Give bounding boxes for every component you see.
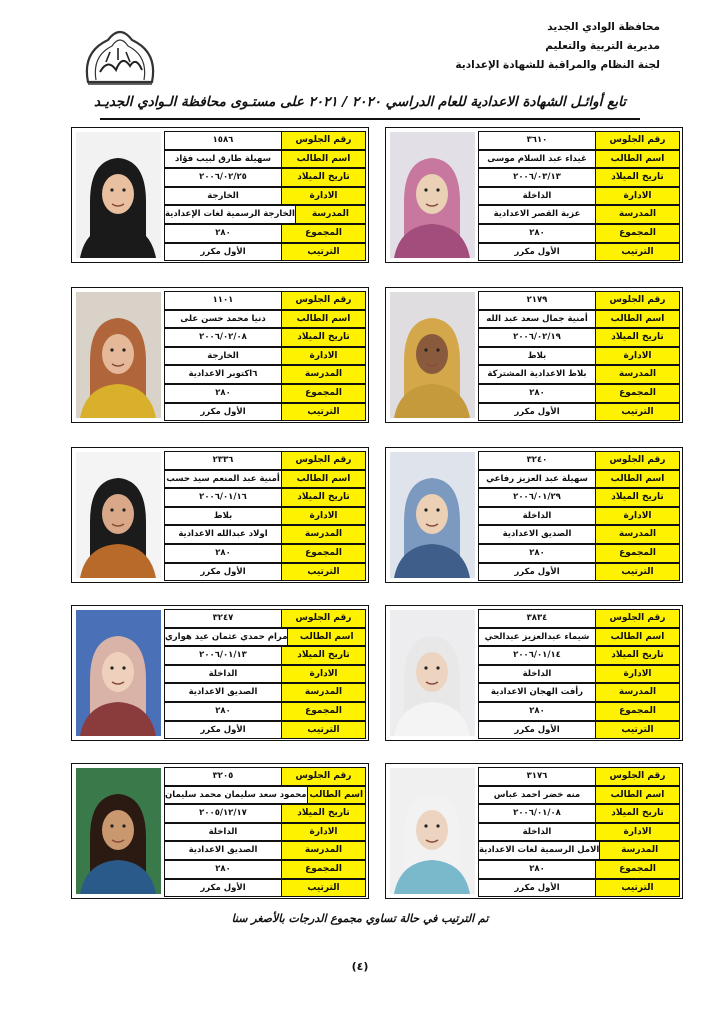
- row-dob: [478, 646, 680, 665]
- row-total: [478, 860, 680, 879]
- row-name: [478, 470, 680, 489]
- row-total: [164, 224, 366, 243]
- seat-value: ٢١٧٩: [478, 291, 595, 310]
- student-card-9: [385, 763, 683, 899]
- seat-label: رقم الجلوس: [281, 131, 366, 150]
- row-admin: [164, 823, 366, 842]
- certificate-logo-icon: [78, 22, 162, 92]
- student-photo: [76, 610, 161, 736]
- dob-value: ٢٠٠٦/٠١/١٣: [164, 646, 281, 665]
- dob-label: تاريخ الميلاد: [281, 488, 366, 507]
- dob-label: تاريخ الميلاد: [595, 804, 680, 823]
- student-card-6: [71, 447, 369, 583]
- school-label: المدرسة: [281, 525, 366, 544]
- total-label: المجموع: [281, 544, 366, 563]
- row-seat: [164, 609, 366, 628]
- admin-value: بلاط: [164, 507, 281, 526]
- total-value: ٢٨٠: [164, 702, 281, 721]
- rank-label: الترتيب: [595, 563, 680, 582]
- name-value: أمنية عبد المنعم سيد حسب: [164, 470, 281, 489]
- rank-label: الترتيب: [281, 563, 366, 582]
- dob-value: ٢٠٠٦/٠١/٢٩: [478, 488, 595, 507]
- row-seat: [478, 291, 680, 310]
- row-total: [478, 384, 680, 403]
- student-photo: [76, 292, 161, 418]
- row-rank: [164, 721, 366, 740]
- admin-value: الداخلة: [164, 823, 281, 842]
- seat-value: ١٥٨٦: [164, 131, 281, 150]
- student-card-5: [385, 447, 683, 583]
- name-label: اسم الطالب: [595, 310, 680, 329]
- total-value: ٢٨٠: [478, 384, 595, 403]
- seat-value: ٣٢٤٧: [164, 609, 281, 628]
- admin-label: الادارة: [281, 823, 366, 842]
- total-value: ٢٨٠: [478, 224, 595, 243]
- row-dob: [478, 328, 680, 347]
- dob-value: ٢٠٠٥/١٢/١٧: [164, 804, 281, 823]
- admin-label: الادارة: [595, 507, 680, 526]
- admin-value: الداخلة: [478, 187, 595, 206]
- school-label: المدرسة: [599, 841, 680, 860]
- dob-value: ٢٠٠٦/٠٣/١٣: [478, 168, 595, 187]
- total-label: المجموع: [281, 224, 366, 243]
- header-committee: لجنة النظام والمراقبة للشهادة الإعدادية: [455, 59, 660, 71]
- row-rank: [164, 563, 366, 582]
- student-card-7: [385, 605, 683, 741]
- row-name: [478, 150, 680, 169]
- name-label: اسم الطالب: [281, 310, 366, 329]
- seat-label: رقم الجلوس: [595, 291, 680, 310]
- row-admin: [164, 665, 366, 684]
- row-school: [164, 205, 366, 224]
- seat-value: ٣١٧٦: [478, 767, 595, 786]
- row-dob: [478, 804, 680, 823]
- name-value: دنيا محمد حسن على: [164, 310, 281, 329]
- student-photo: [76, 768, 161, 894]
- rank-label: الترتيب: [281, 403, 366, 422]
- rank-value: الأول مكرر: [164, 563, 281, 582]
- rank-label: الترتيب: [595, 243, 680, 262]
- total-label: المجموع: [281, 384, 366, 403]
- row-name: [478, 310, 680, 329]
- school-value: بلاط الاعدادية المشتركة: [478, 365, 595, 384]
- seat-value: ٢٣٣٦: [164, 451, 281, 470]
- dob-label: تاريخ الميلاد: [281, 804, 366, 823]
- dob-value: ٢٠٠٦/٠٢/٢٥: [164, 168, 281, 187]
- total-label: المجموع: [595, 544, 680, 563]
- dob-label: تاريخ الميلاد: [595, 646, 680, 665]
- row-school: [164, 525, 366, 544]
- total-value: ٢٨٠: [164, 384, 281, 403]
- row-admin: [164, 347, 366, 366]
- name-label: اسم الطالب: [595, 628, 680, 647]
- row-dob: [478, 488, 680, 507]
- seat-label: رقم الجلوس: [281, 291, 366, 310]
- rank-value: الأول مكرر: [164, 403, 281, 422]
- row-school: [478, 841, 680, 860]
- total-value: ٢٨٠: [164, 860, 281, 879]
- dob-label: تاريخ الميلاد: [595, 328, 680, 347]
- seat-value: ١١٠١: [164, 291, 281, 310]
- header-block: [400, 18, 660, 75]
- student-card-2: [71, 127, 369, 263]
- row-seat: [478, 609, 680, 628]
- admin-value: الداخلة: [478, 507, 595, 526]
- school-label: المدرسة: [595, 365, 680, 384]
- row-seat: [164, 767, 366, 786]
- row-rank: [478, 403, 680, 422]
- total-label: المجموع: [281, 702, 366, 721]
- school-value: ٦اكتوبر الاعدادية: [164, 365, 281, 384]
- name-value: سهيلة عبد العزيز رفاعي: [478, 470, 595, 489]
- school-label: المدرسة: [295, 205, 366, 224]
- student-card-1: [385, 127, 683, 263]
- name-value: غيداء عبد السلام موسى: [478, 150, 595, 169]
- name-value: شيماء عبدالعزيز عبدالحي: [478, 628, 595, 647]
- row-total: [164, 702, 366, 721]
- seat-value: ٣٦١٠: [478, 131, 595, 150]
- row-admin: [478, 187, 680, 206]
- student-photo: [390, 768, 475, 894]
- row-seat: [164, 451, 366, 470]
- student-photo: [76, 132, 161, 258]
- row-total: [478, 702, 680, 721]
- rank-value: الأول مكرر: [164, 879, 281, 898]
- name-label: اسم الطالب: [281, 150, 366, 169]
- school-value: الصديق الاعدادية: [164, 683, 281, 702]
- total-value: ٢٨٠: [478, 702, 595, 721]
- row-name: [478, 786, 680, 805]
- ranking-note: تم الترتيب في حالة تساوي مجموع الدرجات بالأصغر سنا: [231, 912, 489, 925]
- school-value: الخارجة الرسمية لغات الإعدادية: [164, 205, 295, 224]
- dob-value: ٢٠٠٦/٠١/١٦: [164, 488, 281, 507]
- admin-value: بلاط: [478, 347, 595, 366]
- page-title: تابع أوائـل الشهادة الاعدادية للعام الدراسي ٢٠٢٠ / ٢٠٢١ على مستـوى محافظة الـوادي الجديـد: [94, 94, 626, 110]
- seat-value: ٣٢٤٠: [478, 451, 595, 470]
- school-label: المدرسة: [595, 683, 680, 702]
- total-label: المجموع: [595, 860, 680, 879]
- student-card-8: [71, 605, 369, 741]
- admin-value: الداخلة: [478, 665, 595, 684]
- name-value: أمنية جمال سعد عبد الله: [478, 310, 595, 329]
- admin-label: الادارة: [595, 347, 680, 366]
- student-photo: [390, 452, 475, 578]
- rank-value: الأول مكرر: [478, 243, 595, 262]
- row-total: [164, 384, 366, 403]
- row-school: [164, 365, 366, 384]
- row-rank: [164, 403, 366, 422]
- admin-label: الادارة: [595, 823, 680, 842]
- school-label: المدرسة: [595, 205, 680, 224]
- student-photo: [390, 610, 475, 736]
- row-school: [478, 525, 680, 544]
- school-label: المدرسة: [281, 683, 366, 702]
- rank-label: الترتيب: [595, 879, 680, 898]
- total-value: ٢٨٠: [164, 544, 281, 563]
- rank-value: الأول مكرر: [478, 563, 595, 582]
- row-rank: [478, 721, 680, 740]
- rank-label: الترتيب: [595, 403, 680, 422]
- row-name: [164, 628, 366, 647]
- total-label: المجموع: [595, 384, 680, 403]
- row-name: [164, 470, 366, 489]
- name-value: سهيلة طارق لبيب فؤاد: [164, 150, 281, 169]
- seat-label: رقم الجلوس: [281, 767, 366, 786]
- admin-value: الداخلة: [164, 665, 281, 684]
- row-name: [164, 310, 366, 329]
- seat-label: رقم الجلوس: [281, 609, 366, 628]
- school-label: المدرسة: [595, 525, 680, 544]
- row-total: [478, 224, 680, 243]
- row-admin: [478, 507, 680, 526]
- total-value: ٢٨٠: [164, 224, 281, 243]
- total-label: المجموع: [595, 224, 680, 243]
- dob-value: ٢٠٠٦/٠٢/١٩: [478, 328, 595, 347]
- name-label: اسم الطالب: [287, 628, 366, 647]
- seat-label: رقم الجلوس: [595, 131, 680, 150]
- student-photo: [390, 292, 475, 418]
- title-underline: [100, 118, 640, 120]
- admin-label: الادارة: [281, 187, 366, 206]
- row-total: [478, 544, 680, 563]
- admin-label: الادارة: [281, 507, 366, 526]
- row-rank: [478, 879, 680, 898]
- row-name: [164, 786, 366, 805]
- name-value: مرام حمدي عثمان عيد هواري: [164, 628, 287, 647]
- rank-value: الأول مكرر: [164, 721, 281, 740]
- row-total: [164, 860, 366, 879]
- row-admin: [478, 665, 680, 684]
- header-directorate: مديرية التربية والتعليم: [545, 40, 660, 52]
- dob-label: تاريخ الميلاد: [595, 488, 680, 507]
- student-photo: [390, 132, 475, 258]
- rank-value: الأول مكرر: [478, 879, 595, 898]
- rank-label: الترتيب: [281, 243, 366, 262]
- dob-label: تاريخ الميلاد: [281, 646, 366, 665]
- dob-value: ٢٠٠٦/٠٢/٠٨: [164, 328, 281, 347]
- header-governorate: محافظة الوادي الجديد: [547, 21, 660, 33]
- admin-label: الادارة: [281, 347, 366, 366]
- rank-value: الأول مكرر: [478, 721, 595, 740]
- row-school: [478, 683, 680, 702]
- seat-value: ٣٢٠٥: [164, 767, 281, 786]
- student-card-3: [385, 287, 683, 423]
- dob-label: تاريخ الميلاد: [281, 328, 366, 347]
- row-seat: [478, 131, 680, 150]
- admin-value: الخارجة: [164, 187, 281, 206]
- rank-label: الترتيب: [281, 721, 366, 740]
- rank-label: الترتيب: [281, 879, 366, 898]
- admin-value: الداخلة: [478, 823, 595, 842]
- page-number: (٤): [351, 960, 369, 973]
- school-value: اولاد عبدالله الاعدادية: [164, 525, 281, 544]
- row-school: [478, 205, 680, 224]
- name-label: اسم الطالب: [595, 150, 680, 169]
- seat-label: رقم الجلوس: [595, 767, 680, 786]
- admin-label: الادارة: [595, 665, 680, 684]
- row-admin: [478, 823, 680, 842]
- total-value: ٢٨٠: [478, 860, 595, 879]
- name-value: منه خضر احمد عباس: [478, 786, 595, 805]
- total-label: المجموع: [281, 860, 366, 879]
- school-label: المدرسة: [281, 365, 366, 384]
- seat-label: رقم الجلوس: [281, 451, 366, 470]
- seat-label: رقم الجلوس: [595, 451, 680, 470]
- school-value: الصديق الاعدادية: [478, 525, 595, 544]
- dob-label: تاريخ الميلاد: [595, 168, 680, 187]
- row-seat: [164, 131, 366, 150]
- row-admin: [478, 347, 680, 366]
- row-rank: [478, 243, 680, 262]
- dob-value: ٢٠٠٦/٠١/١٤: [478, 646, 595, 665]
- school-label: المدرسة: [281, 841, 366, 860]
- row-dob: [164, 804, 366, 823]
- row-total: [164, 544, 366, 563]
- row-name: [164, 150, 366, 169]
- row-rank: [164, 879, 366, 898]
- row-name: [478, 628, 680, 647]
- seat-label: رقم الجلوس: [595, 609, 680, 628]
- row-dob: [164, 328, 366, 347]
- row-school: [164, 683, 366, 702]
- student-card-4: [71, 287, 369, 423]
- row-admin: [164, 507, 366, 526]
- admin-value: الخارجة: [164, 347, 281, 366]
- row-dob: [164, 168, 366, 187]
- name-label: اسم الطالب: [595, 786, 680, 805]
- school-value: الصديق الاعدادية: [164, 841, 281, 860]
- row-admin: [164, 187, 366, 206]
- dob-label: تاريخ الميلاد: [281, 168, 366, 187]
- name-label: اسم الطالب: [281, 470, 366, 489]
- total-value: ٢٨٠: [478, 544, 595, 563]
- row-rank: [478, 563, 680, 582]
- name-label: اسم الطالب: [595, 470, 680, 489]
- name-value: محمود سعد سليمان محمد سليمان: [164, 786, 307, 805]
- row-dob: [164, 488, 366, 507]
- school-value: رأفت الهجان الاعدادية: [478, 683, 595, 702]
- rank-value: الأول مكرر: [478, 403, 595, 422]
- row-seat: [478, 767, 680, 786]
- rank-value: الأول مكرر: [164, 243, 281, 262]
- row-school: [478, 365, 680, 384]
- row-school: [164, 841, 366, 860]
- admin-label: الادارة: [281, 665, 366, 684]
- student-card-10: [71, 763, 369, 899]
- row-dob: [478, 168, 680, 187]
- row-dob: [164, 646, 366, 665]
- total-label: المجموع: [595, 702, 680, 721]
- dob-value: ٢٠٠٦/٠١/٠٨: [478, 804, 595, 823]
- rank-label: الترتيب: [595, 721, 680, 740]
- school-value: عزبة القصر الاعدادية: [478, 205, 595, 224]
- admin-label: الادارة: [595, 187, 680, 206]
- row-seat: [478, 451, 680, 470]
- student-photo: [76, 452, 161, 578]
- row-seat: [164, 291, 366, 310]
- school-value: الامل الرسمية لغات الاعدادية: [478, 841, 599, 860]
- seat-value: ٣٨٣٤: [478, 609, 595, 628]
- name-label: اسم الطالب: [307, 786, 366, 805]
- row-rank: [164, 243, 366, 262]
